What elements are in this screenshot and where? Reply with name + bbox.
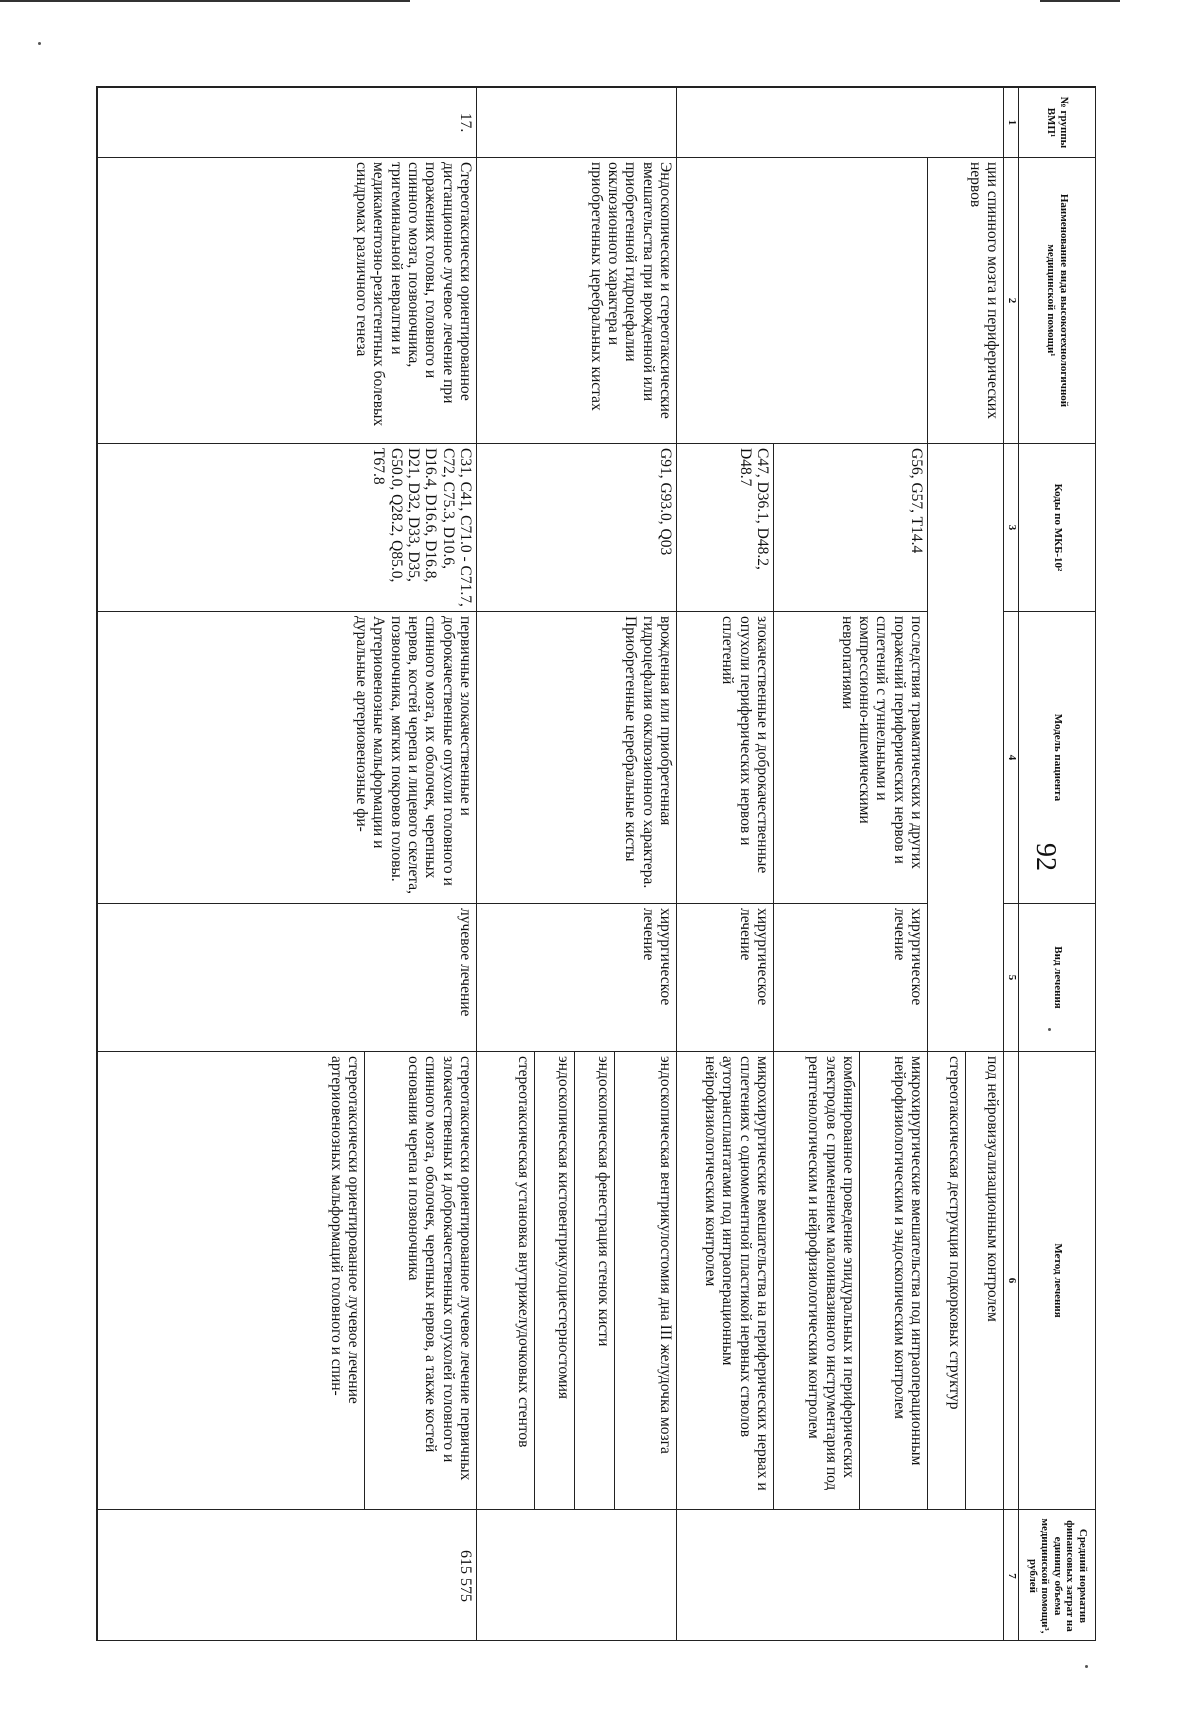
cell-method: эндоскопическая вентрикулостомия дна III желудочка мозга (615, 1052, 677, 1510)
cell-model: последствия травматических и других поражений периферических нервов и сплетений с туннельными и компрессионно-ишемическими невропатиями (774, 612, 928, 904)
cell-name (677, 158, 928, 444)
header-cost: Средний норматив финансовых затрат на единицу объема медицинской помощи³, рублей (1019, 1510, 1097, 1642)
cell-method: стереотаксическая установка внутрижелудочковых стентов (477, 1052, 535, 1510)
table-row (966, 88, 1004, 1642)
cell-group: 17. (98, 88, 477, 158)
cell-cost (477, 1510, 677, 1642)
col-number: 6 (1004, 1052, 1019, 1510)
cell-cost (677, 1510, 1004, 1642)
scan-top-edge (0, 0, 410, 2)
cell-treatment: хирургическое лечение (774, 904, 928, 1052)
scan-speck (1085, 1665, 1088, 1668)
header-treatment-type: Вид лечения (1019, 904, 1097, 1052)
column-number-row (1004, 88, 1019, 1642)
cell-name: Стереотаксически ориентированное дистанционное лучевое лечение при поражениях головы, головного и спинного мозга, позвоночника, тригеминальной невралгии и медикаментозно-резистентных болевых синдромах различного генеза (98, 158, 477, 444)
cell-model: первичные злокачественные и доброкачественные опухоли головного и спинного мозга, их оболочек, черепных нервов, костей черепа и лицевого скелета, позвоночника, мягких покровов головы. Артериовенозные мальформации и дуральные артериовенозные фи- (98, 612, 477, 904)
cell-method: микрохирургические вмешательства под интраоперационным нейрофизиологическим и эндоскопическим контролем (860, 1052, 928, 1510)
cell-group (477, 88, 677, 158)
col-number: 7 (1004, 1510, 1019, 1642)
col-number: 5 (1004, 904, 1019, 1052)
header-vmp-name: Наименование вида высокотехнологичной медицинской помощи¹ (1019, 158, 1097, 444)
cell-empty (928, 444, 1004, 1052)
cell-group (677, 88, 1004, 158)
cell-model: злокачественные и доброкачественные опухоли периферических нервов и сплетений (677, 612, 774, 904)
cell-name: ции спинного мозга и периферических нервов (928, 158, 1004, 444)
cell-method: стереотаксически ориентированное лучевое лечение артериовенозных мальформаций головного и спин- (98, 1052, 365, 1510)
cell-method: микрохирургические вмешательства на периферических нервах и сплетениях с одномоментной пластикой нервных стволов аутотрансплантатами под интраоперационным нейрофизиологическим контролем (677, 1052, 774, 1510)
cell-method: эндоскопическая кистовентрикулоциестерностомия (535, 1052, 575, 1510)
header-patient-model: Модель пациента (1019, 612, 1097, 904)
cell-method: под нейровизуализационным контролем (966, 1052, 1004, 1510)
table-row (860, 88, 928, 1642)
table-row (365, 88, 477, 1642)
table-row (615, 88, 677, 1642)
cell-treatment: хирургическое лечение (677, 904, 774, 1052)
cell-codes: G56, G57, T14.4 (774, 444, 928, 612)
cell-codes: C31, C41, C71.0 - C71.7, C72, C75.3, D10.6, D16.4, D16.6, D16.8, D21, D32, D33, D35, G50.0, Q28.2, Q85.0, T67.8 (98, 444, 477, 612)
cell-model: врожденная или приобретенная гидроцефалия окклюзионного характера. Приобретенные церебральные кисты (477, 612, 677, 904)
scan-top-edge-right (1040, 0, 1120, 2)
col-number: 4 (1004, 612, 1019, 904)
col-number: 2 (1004, 158, 1019, 444)
header-group-no: № группы ВМП¹ (1019, 88, 1097, 158)
cell-codes: C47, D36.1, D48.2, D48.7 (677, 444, 774, 612)
col-number: 1 (1004, 88, 1019, 158)
cell-method: эндоскопическая фенестрация стенок кисти (575, 1052, 615, 1510)
vmp-table (97, 87, 1096, 1641)
scan-speck (38, 42, 41, 45)
cell-method: комбинированное проведение эпидуральных и периферических электродов с применением малоинвазивного инструментария под рентгенологическим и нейрофизиологическим контролем (774, 1052, 860, 1510)
cell-method: стереотаксически ориентированное лучевое лечение первичных злокачественных и доброкачественных опухолей головного и спинного мозга, оболочек, черепных нервов, а также костей основания черепа и позвоночника (365, 1052, 477, 1510)
cell-name: Эндоскопические и стереотаксические вмешательства при врожденной или приобретенной гидроцефалии окклюзионного характера и приобретенных церебральных кистах (477, 158, 677, 444)
cell-codes: G91, G93.0, Q03 (477, 444, 677, 612)
header-treatment-method: Метод лечения (1019, 1052, 1097, 1510)
page-number: 92 (1030, 843, 1061, 871)
table-frame (96, 86, 1096, 1641)
col-number: 3 (1004, 444, 1019, 612)
cell-treatment: хирургическое лечение (477, 904, 677, 1052)
header-icd-codes: Коды по МКБ-10² (1019, 444, 1097, 612)
cell-cost: 615 575 (98, 1510, 477, 1642)
header-row (1019, 88, 1097, 1642)
cell-treatment: лучевое лечение (98, 904, 477, 1052)
cell-method: стереотаксическая деструкция подкорковых структур (928, 1052, 966, 1510)
